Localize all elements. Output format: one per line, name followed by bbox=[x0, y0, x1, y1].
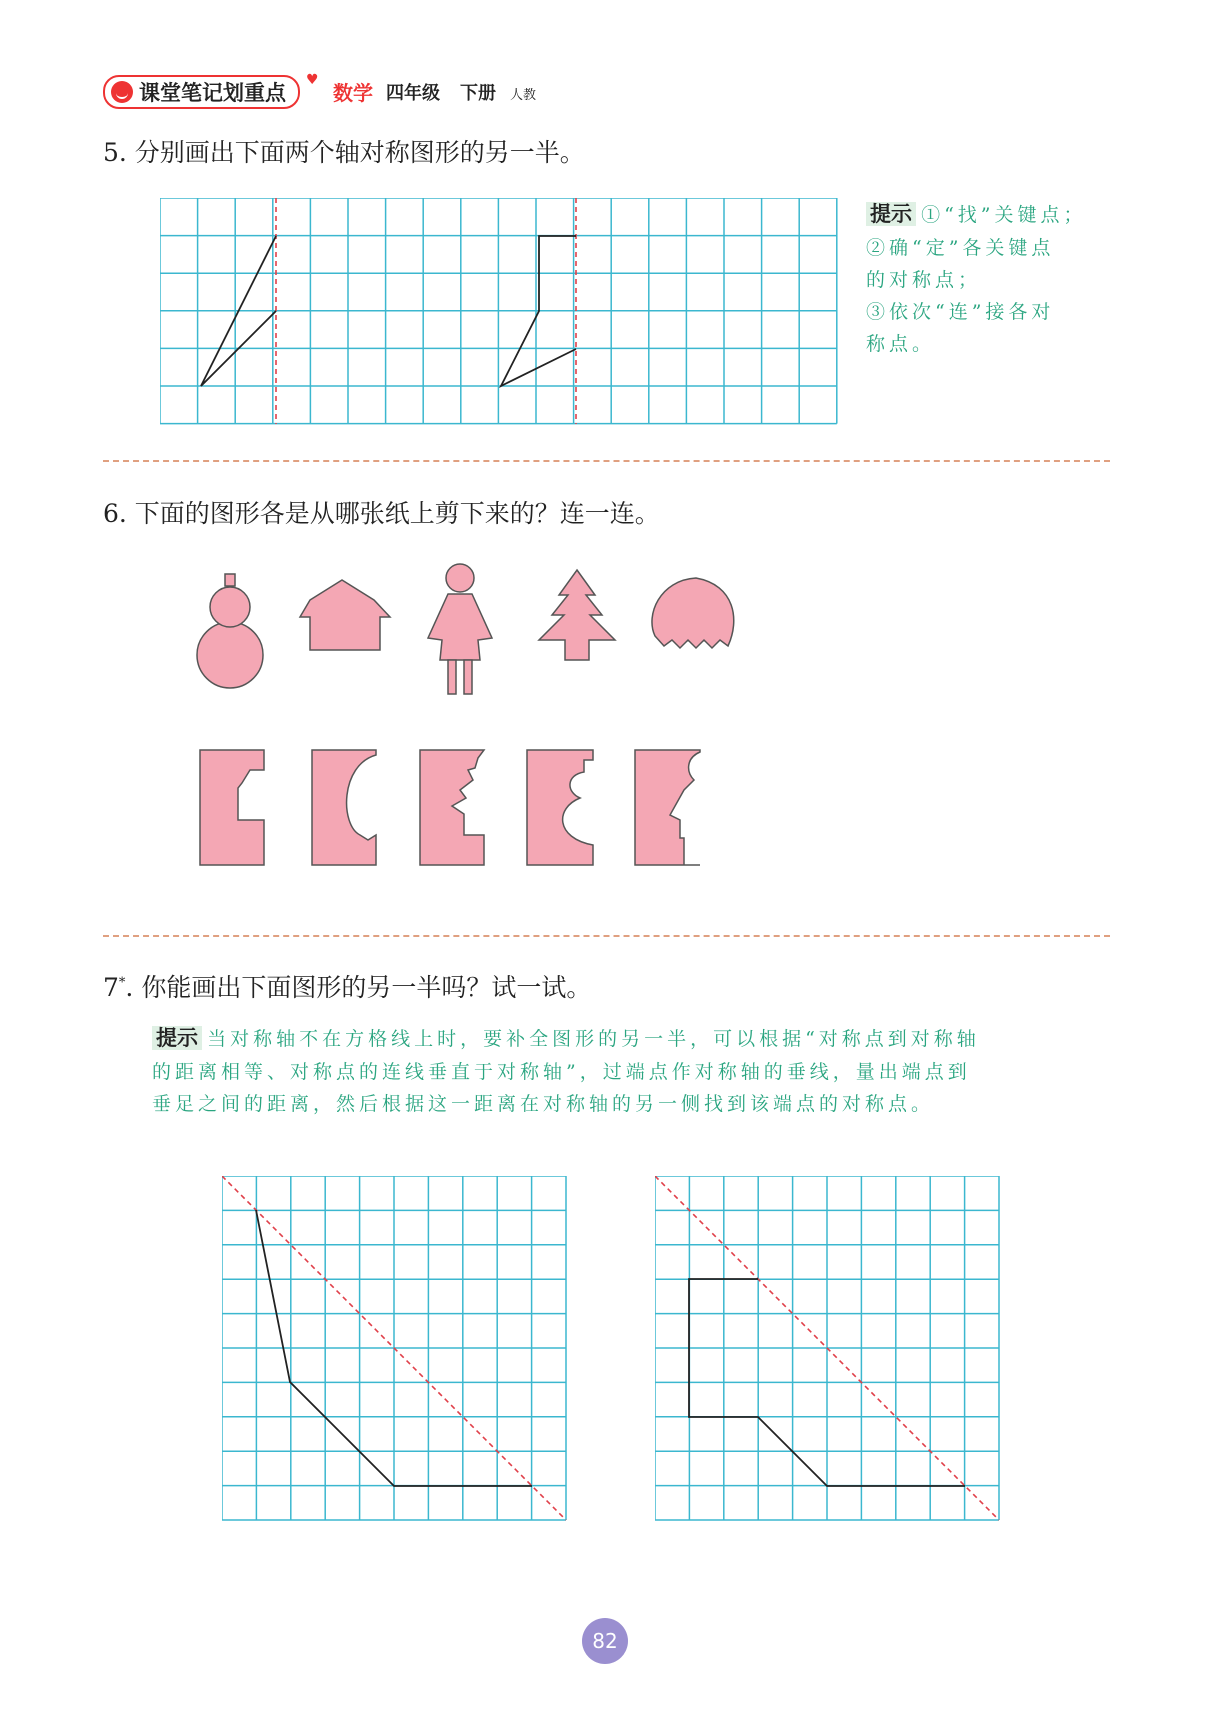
q7-hint bbox=[152, 1022, 1112, 1120]
girl-half-paper[interactable] bbox=[635, 750, 700, 865]
header-publisher: 人教 bbox=[510, 88, 537, 103]
tree-half-paper[interactable] bbox=[420, 750, 484, 865]
q5-hint-line-4: ③依次“连”接各对 bbox=[866, 301, 1055, 323]
q5-grid-figure[interactable] bbox=[160, 198, 850, 430]
smile-icon bbox=[111, 81, 133, 103]
house-half-paper[interactable] bbox=[200, 750, 264, 865]
header-grade: 四年级 bbox=[386, 83, 440, 104]
q5-hint-line-1: ①“找”关键点； bbox=[921, 204, 1087, 226]
question-7-number: 7 bbox=[103, 973, 119, 1002]
question-7-text: 你能画出下面图形的另一半吗？试一试。 bbox=[141, 973, 592, 1002]
header-brand: 课堂笔记划重点 bbox=[139, 81, 286, 105]
house-shape[interactable] bbox=[300, 580, 390, 650]
divider-2 bbox=[103, 935, 1110, 937]
q5-hint-line-2: ②确“定”各关键点 bbox=[866, 237, 1055, 259]
question-6-title: 6. 下面的图形各是从哪张纸上剪下来的？连一连。 bbox=[103, 499, 660, 528]
girl-shape[interactable] bbox=[428, 564, 492, 694]
peach-shape[interactable] bbox=[652, 578, 734, 648]
header-term: 下册 bbox=[460, 83, 496, 104]
peach-half-paper[interactable] bbox=[312, 750, 376, 865]
header-subject: 数学 bbox=[333, 81, 373, 105]
header-badge bbox=[103, 75, 300, 109]
heart-icon: ♥ bbox=[306, 72, 319, 88]
gourd-half-paper[interactable] bbox=[527, 750, 593, 865]
question-5-title: 5. 分别画出下面两个轴对称图形的另一半。 bbox=[103, 138, 585, 167]
q7-hint-label: 提示 bbox=[152, 1026, 202, 1050]
q5-hint-label: 提示 bbox=[866, 202, 916, 226]
q5-hint-line-5: 称点。 bbox=[866, 333, 936, 355]
q7-hint-line-1: 当对称轴不在方格线上时，要补全图形的另一半，可以根据“对称点到对称轴 bbox=[207, 1028, 980, 1050]
q7-left-grid-figure[interactable] bbox=[222, 1176, 572, 1526]
divider-1 bbox=[103, 460, 1110, 462]
page-number: 82 bbox=[582, 1618, 628, 1664]
q7-right-grid-figure[interactable] bbox=[655, 1176, 1005, 1526]
q7-hint-line-3: 垂足之间的距离，然后根据这一距离在对称轴的另一侧找到该端点的对称点。 bbox=[152, 1093, 935, 1115]
q6-figure bbox=[190, 560, 750, 880]
tree-shape[interactable] bbox=[539, 570, 615, 660]
gourd-shape[interactable] bbox=[197, 574, 263, 688]
q5-hint-line-3: 的对称点； bbox=[866, 269, 982, 291]
question-7-title: 7*. 你能画出下面图形的另一半吗？试一试。 bbox=[103, 973, 592, 1002]
q5-hint bbox=[866, 198, 1116, 360]
question-7-mark: * bbox=[118, 975, 126, 991]
q7-hint-line-2: 的距离相等、对称点的连线垂直于对称轴”，过端点作对称轴的垂线，量出端点到 bbox=[152, 1061, 971, 1083]
